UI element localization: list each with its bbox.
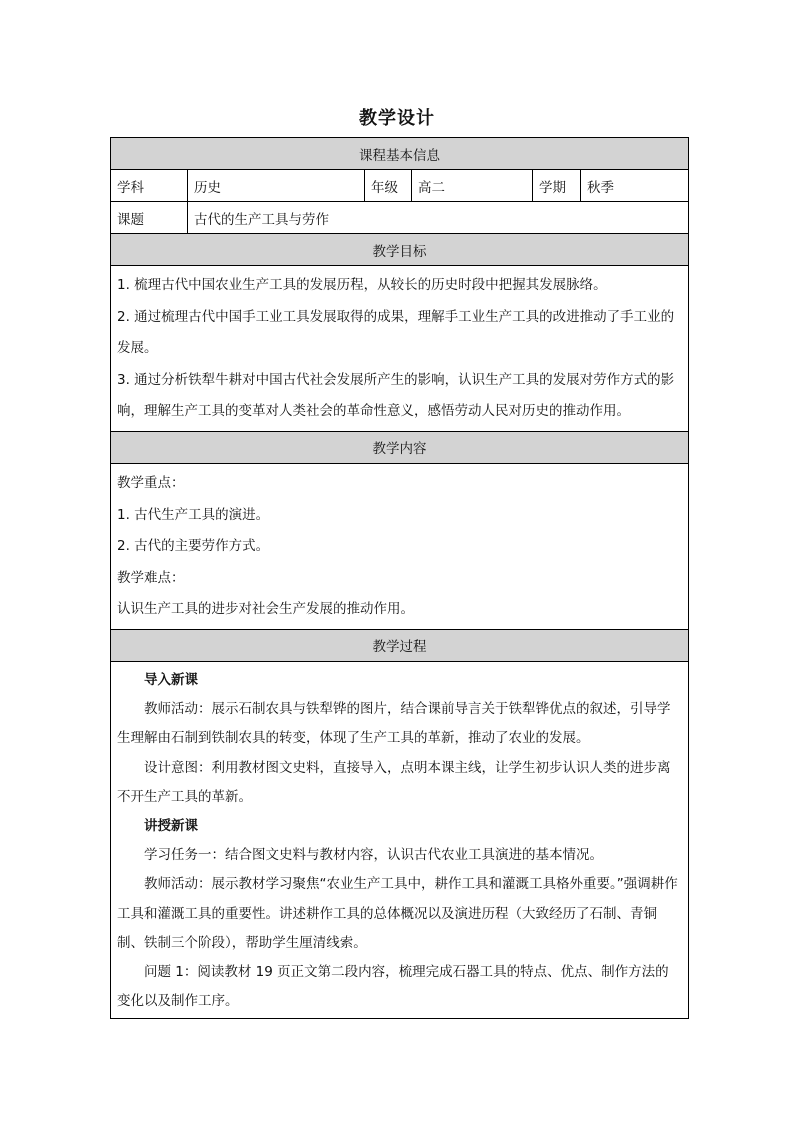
intro-design-intent: 设计意图：利用教材图文史料，直接导入，点明本课主线，让学生初步认识人类的进步离不开生产工具的革新。 (117, 759, 671, 805)
topic-label: 课题 (111, 202, 188, 234)
content-cell (111, 463, 689, 629)
task1-teacher-activity: 教师活动：展示教材学习聚焦“农业生产工具中，耕作工具和灌溉工具格外重要。”强调耕作工具和灌溉工具的重要性。讲述耕作工具的总体概况以及演进历程（大致经历了石制、青铜制、铁制三个阶段），帮助学生厘清线索。 (117, 876, 678, 951)
lecture-title: 讲授新课 (144, 817, 198, 834)
objectives-cell (111, 266, 689, 432)
objectives-header-row (111, 234, 689, 266)
subject-label: 学科 (111, 170, 188, 202)
basic-info-header-row (111, 138, 689, 170)
content-header: 教学内容 (111, 431, 689, 463)
process-row (111, 661, 689, 1018)
process-header: 教学过程 (111, 629, 689, 661)
grade-value: 高二 (412, 170, 533, 202)
objective-item: 2. 通过梳理古代中国手工业工具发展取得的成果，理解手工业生产工具的改进推动了手工业的发展。 (117, 308, 675, 357)
objectives-row (111, 266, 689, 432)
document-title: 教学设计 (359, 108, 435, 129)
key-point-item: 2. 古代的主要劳作方式。 (117, 538, 270, 555)
difficulty-label: 教学难点： (117, 569, 185, 586)
term-value: 秋季 (581, 170, 689, 202)
subject-value: 历史 (188, 170, 365, 202)
learning-task-1: 学习任务一：结合图文史料与教材内容，认识古代农业工具演进的基本情况。 (144, 847, 603, 864)
intro-teacher-activity: 教师活动：展示石制农具与铁犁铧的图片，结合课前导言关于铁犁铧优点的叙述，引导学生理解由石制到铁制农具的转变，体现了生产工具的革新，推动了农业的发展。 (117, 701, 671, 747)
process-header-row (111, 629, 689, 661)
basic-info-header: 课程基本信息 (111, 138, 689, 170)
objective-item: 1. 梳理古代中国农业生产工具的发展历程，从较长的历史时段中把握其发展脉络。 (117, 277, 607, 293)
content-row (111, 463, 689, 629)
intro-title: 导入新课 (144, 671, 198, 688)
lesson-plan-table (110, 137, 689, 1019)
process-cell (111, 661, 689, 1018)
grade-label: 年级 (365, 170, 412, 202)
difficulty-text: 认识生产工具的进步对社会生产发展的推动作用。 (117, 601, 414, 618)
topic-row (111, 202, 689, 234)
objective-item: 3. 通过分析铁犁牛耕对中国古代社会发展所产生的影响，认识生产工具的发展对劳作方式的影响，理解生产工具的变革对人类社会的革命性意义，感悟劳动人民对历史的推动作用。 (117, 371, 675, 420)
key-point-item: 1. 古代生产工具的演进。 (117, 506, 270, 523)
subject-row (111, 170, 689, 202)
key-points-label: 教学重点： (117, 474, 185, 491)
question-1: 问题 1：阅读教材 19 页正文第二段内容，梳理完成石器工具的特点、优点、制作方法的变化以及制作工序。 (117, 963, 669, 1010)
content-header-row (111, 431, 689, 463)
term-label: 学期 (533, 170, 581, 202)
objectives-header: 教学目标 (111, 234, 689, 266)
topic-value: 古代的生产工具与劳作 (188, 202, 689, 234)
